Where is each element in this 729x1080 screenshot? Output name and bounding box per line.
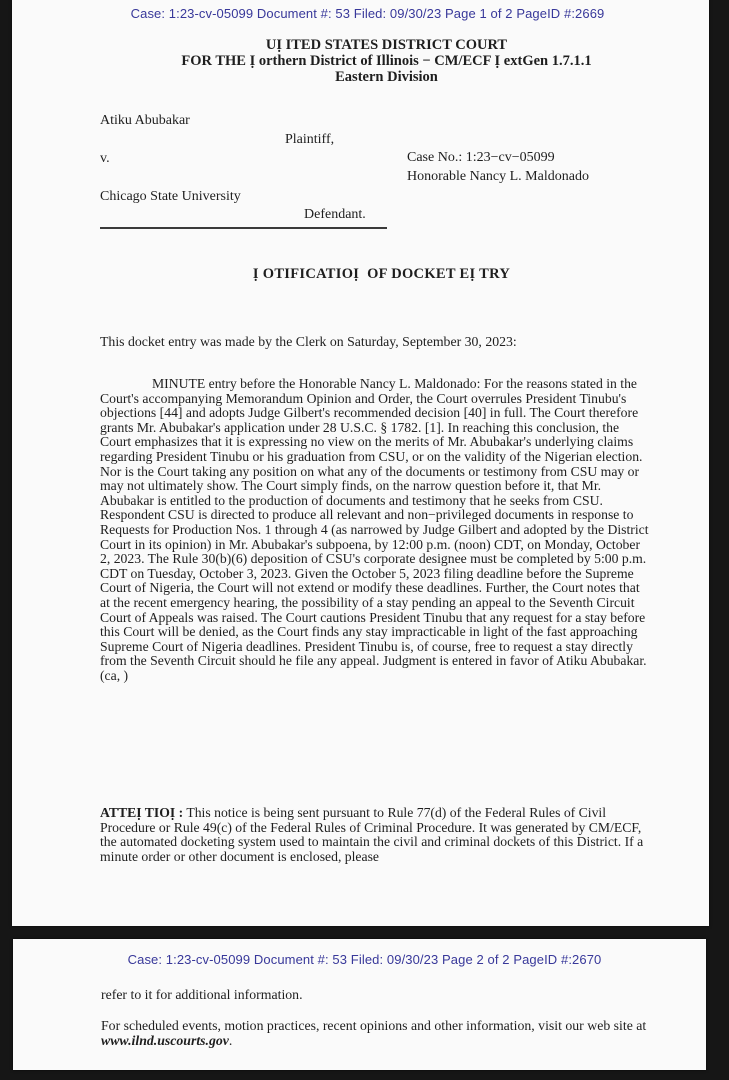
pdf-page-1 [12, 0, 709, 926]
website-note-text: For scheduled events, motion practices, recent opinions and other information, visit our web site at [101, 1018, 647, 1033]
court-heading-line3: Eastern Division [335, 69, 438, 85]
court-heading [12, 37, 709, 85]
attention-text: This notice is being sent pursuant to Rule 77(d) of the Federal Rules of Civil Procedure or Rule 49(c) of the Federal Rules of Criminal Procedure. It was generated by CM/ECF, the automated docketing system used to maintain the civil and criminal dockets of this District. If a minute order or other document is enclosed, please [100, 805, 644, 864]
court-website-paragraph [101, 1018, 663, 1048]
defendant-name: Chicago State University [100, 189, 241, 204]
court-heading-line1: UỊ ITED STATES DISTRICT COURT [265, 37, 508, 53]
document-title: Ị OTIFICATIOỊ OF DOCKET EỊ TRY [252, 266, 511, 282]
defendant-designation: Defendant. [304, 207, 366, 222]
pdf-page-2 [13, 939, 706, 1070]
plaintiff-designation: Plaintiff, [285, 132, 335, 147]
attention-label: ATTEỊ TIOỊ : [100, 805, 184, 820]
continuation-text: refer to it for additional information. [101, 987, 303, 1002]
presiding-judge: Honorable Nancy L. Maldonado [407, 169, 589, 184]
plaintiff-name: Atiku Abubakar [100, 113, 190, 128]
clerk-entry-line: This docket entry was made by the Clerk on Saturday, September 30, 2023: [100, 334, 517, 349]
case-number: Case No.: 1:23−cv−05099 [407, 150, 555, 165]
cmecf-case-stamp-page1: Case: 1:23-cv-05099 Document #: 53 Filed: 09/30/23 Page 1 of 2 PageID #:2669 [130, 6, 605, 21]
minute-entry-paragraph: MINUTE entry before the Honorable Nancy L. Maldonado: For the reasons stated in the Court's accompanying Memorandum Opinion and Order, the Court overrules President Tinubu's objections [44] and adopts Judge Gilbert's recommended decision [40] in full. The Court therefore grants Mr. Abubakar's application under 28 U.S.C. § 1782. [1]. In reaching this conclusion, the Court emphasizes that it is expressing no view on the merits of Mr. Abubakar's underlying claims regarding President Tinubu or his graduation from CSU, or on the validity of the Nigerian election. Nor is the Court taking any position on what any of the documents or testimony from CSU may or may not ultimately show. The Court simply finds, on the narrow question before it, that Mr. Abubakar is entitled to the production of documents and testimony that he seeks from CSU. Respondent CSU is directed to produce all relevant and non−privileged documents in response to Requests for Production Nos. 1 through 4 (as narrowed by Judge Gilbert and adopted by the District Court in its opinion) in Mr. Abubakar's subpoena, by 12:00 p.m. (noon) CDT, on Monday, October 2, 2023. The Rule 30(b)(6) deposition of CSU's corporate designee must be completed by 5:00 p.m. CDT on Tuesday, October 3, 2023. Given the October 5, 2023 filing deadline before the Supreme Court of Nigeria, the Court will not extend or modify these deadlines. Further, the Court notes that at the recent emergency hearing, the possibility of a stay pending an appeal to the Seventh Circuit Court of Appeals was raised. The Court cautions President Tinubu that any request for a stay before this Court will be denied, as the Court finds any stay impracticable in light of the fast approaching Supreme Court of Nigeria deadlines. President Tinubu is, of course, free to request a stay directly from the Seventh Circuit should he file any appeal. Judgment is entered in favor of Atiku Abubakar. (ca, ) [100, 376, 649, 683]
court-heading-line2: FOR THE Ị orthern District of Illinois − CM/ECF Ị extGen 1.7.1.1 [181, 53, 592, 69]
website-note-period: . [228, 1033, 233, 1048]
caption-divider-line [100, 227, 387, 229]
cmecf-case-stamp-page2: Case: 1:23-cv-05099 Document #: 53 Filed: 09/30/23 Page 2 of 2 PageID #:2670 [127, 952, 602, 967]
attention-notice-paragraph [100, 806, 653, 864]
court-website-url: www.ilnd.uscourts.gov [101, 1033, 229, 1048]
versus-label: v. [100, 151, 110, 166]
